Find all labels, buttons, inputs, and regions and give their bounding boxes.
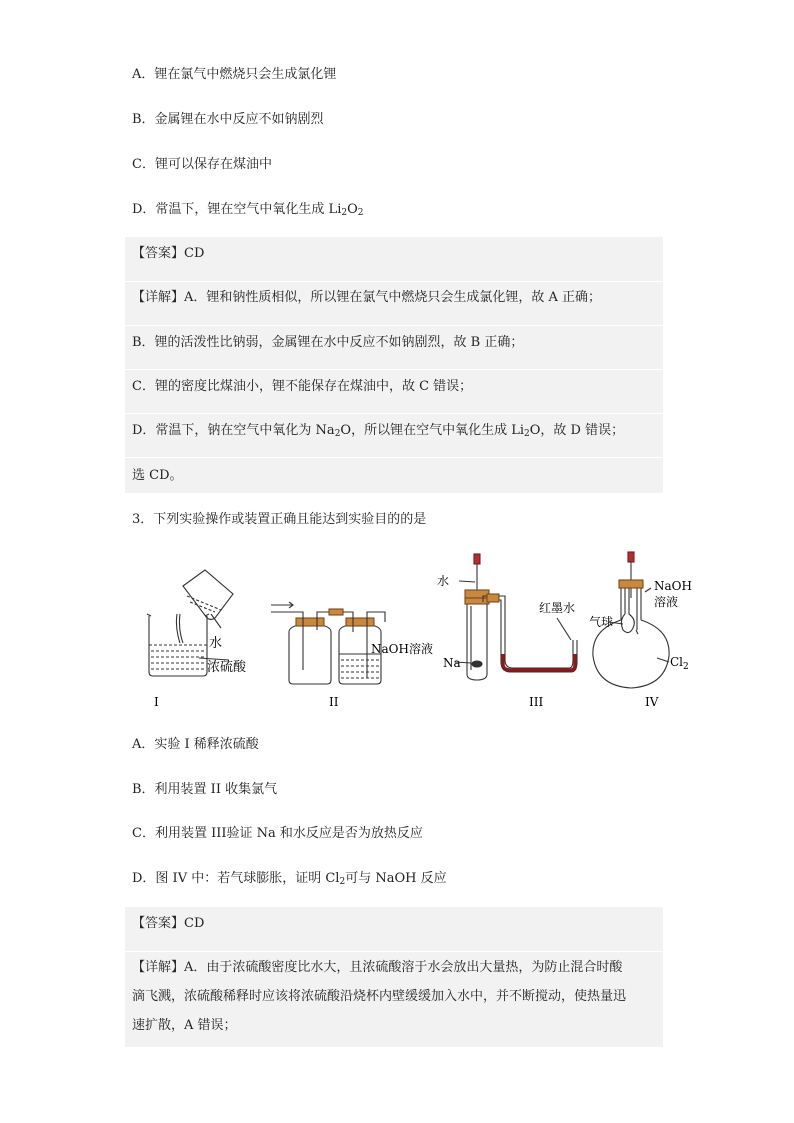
separator [125,457,663,458]
q2-detail-d [132,421,624,441]
q3-option-d-2: 可与 NaOH 反应 [345,871,447,886]
q3-detail-line3: 速扩散，A 错误； [132,1018,237,1033]
q3-stem: 3．下列实验操作或装置正确且能达到实验目的的是 [132,512,427,527]
test-tube-diagram [455,554,577,680]
q3-answer: 【答案】CD [132,916,205,931]
fig4-cl-text: Cl [670,655,684,669]
q2-detail-d-2: O，所以锂在空气中氧化生成 Li [340,423,525,438]
separator [125,369,663,370]
fig4-cl-sub: 2 [683,662,689,672]
fig3-water-label: 水 [437,574,450,588]
fig1-water-label: 水 [209,636,223,651]
q2-option-c: C．锂可以保存在煤油中 [132,157,272,172]
fig4-balloon-label: 气球 [589,615,614,629]
fig1-label: I [154,695,159,709]
q3-option-d-sub: 2 [339,877,346,887]
separator [125,413,663,414]
q2-detail-d-1: D．常温下，钠在空气中氧化为 Na [132,423,335,438]
q3-detail-line2: 滴飞溅，浓硫酸稀释时应该将浓硫酸沿烧杯内壁缓缓加入水中，并不断搅动，使热量迅 [132,989,627,1004]
q2-detail-a: 【详解】A．锂和钠性质相似，所以锂在氯气中燃烧只会生成氯化锂，故 A 正确； [132,290,602,305]
q2-detail-d-sub2: 2 [524,429,530,439]
fig4-cl-label [670,655,689,672]
q2-option-d-prefix: D．常温下，锂在空气中氧化生成 Li [132,202,342,217]
q3-answer-panel [125,907,663,1047]
gas-bottles-diagram [271,602,385,684]
fig3-na-label: Na [443,656,461,670]
q2-option-a: A．锂在氯气中燃烧只会生成氯化锂 [132,67,337,82]
q2-detail-d-3: O，故 D 错误； [529,423,625,438]
q3-option-c: C．利用装置 III验证 Na 和水反应是否为放热反应 [132,826,423,841]
q3-option-b: B．利用装置 II 收集氯气 [132,782,278,797]
q2-option-b: B．金属锂在水中反应不如钠剧烈 [132,112,324,127]
q2-option-d-sub1: 2 [341,208,348,218]
q3-option-a: A．实验 I 稀释浓硫酸 [132,737,259,752]
q2-conclusion: 选 CD。 [132,468,183,483]
q2-detail-d-sub1: 2 [334,429,341,439]
fig4-label: IV [645,695,659,709]
q2-option-d-sub2: 2 [357,208,364,218]
fig3-label: III [529,695,544,709]
q3-option-d-1: D．图 IV 中：若气球膨胀，证明 Cl [132,871,340,886]
q3-detail-line1: 【详解】A．由于浓硫酸密度比水大，且浓硫酸溶于水会放出大量热，为防止混合时酸 [132,960,623,975]
fig2-label: II [329,695,339,709]
fig3-ink-label: 红墨水 [539,601,576,615]
q2-detail-b: B．锂的活泼性比钠弱，金属锂在水中反应不如钠剧烈，故 B 正确； [132,335,524,350]
q2-option-d [132,200,364,220]
fig2-naoh-label: NaOH溶液 [371,642,433,656]
separator [125,325,663,326]
q3-apparatus-figure [125,550,692,720]
q3-option-d [132,869,447,889]
fig4-naoh-label-1: NaOH [654,579,692,593]
q2-option-d-mid: O [347,202,358,217]
separator [125,951,663,952]
fig1-acid-label: 浓硫酸 [207,660,247,675]
q2-answer: 【答案】CD [132,246,205,261]
q2-detail-c: C．锂的密度比煤油小，锂不能保存在煤油中，故 C 错误； [132,379,473,394]
separator [125,281,663,282]
fig4-naoh-label-2: 溶液 [654,595,679,609]
q2-answer-panel [125,237,663,493]
